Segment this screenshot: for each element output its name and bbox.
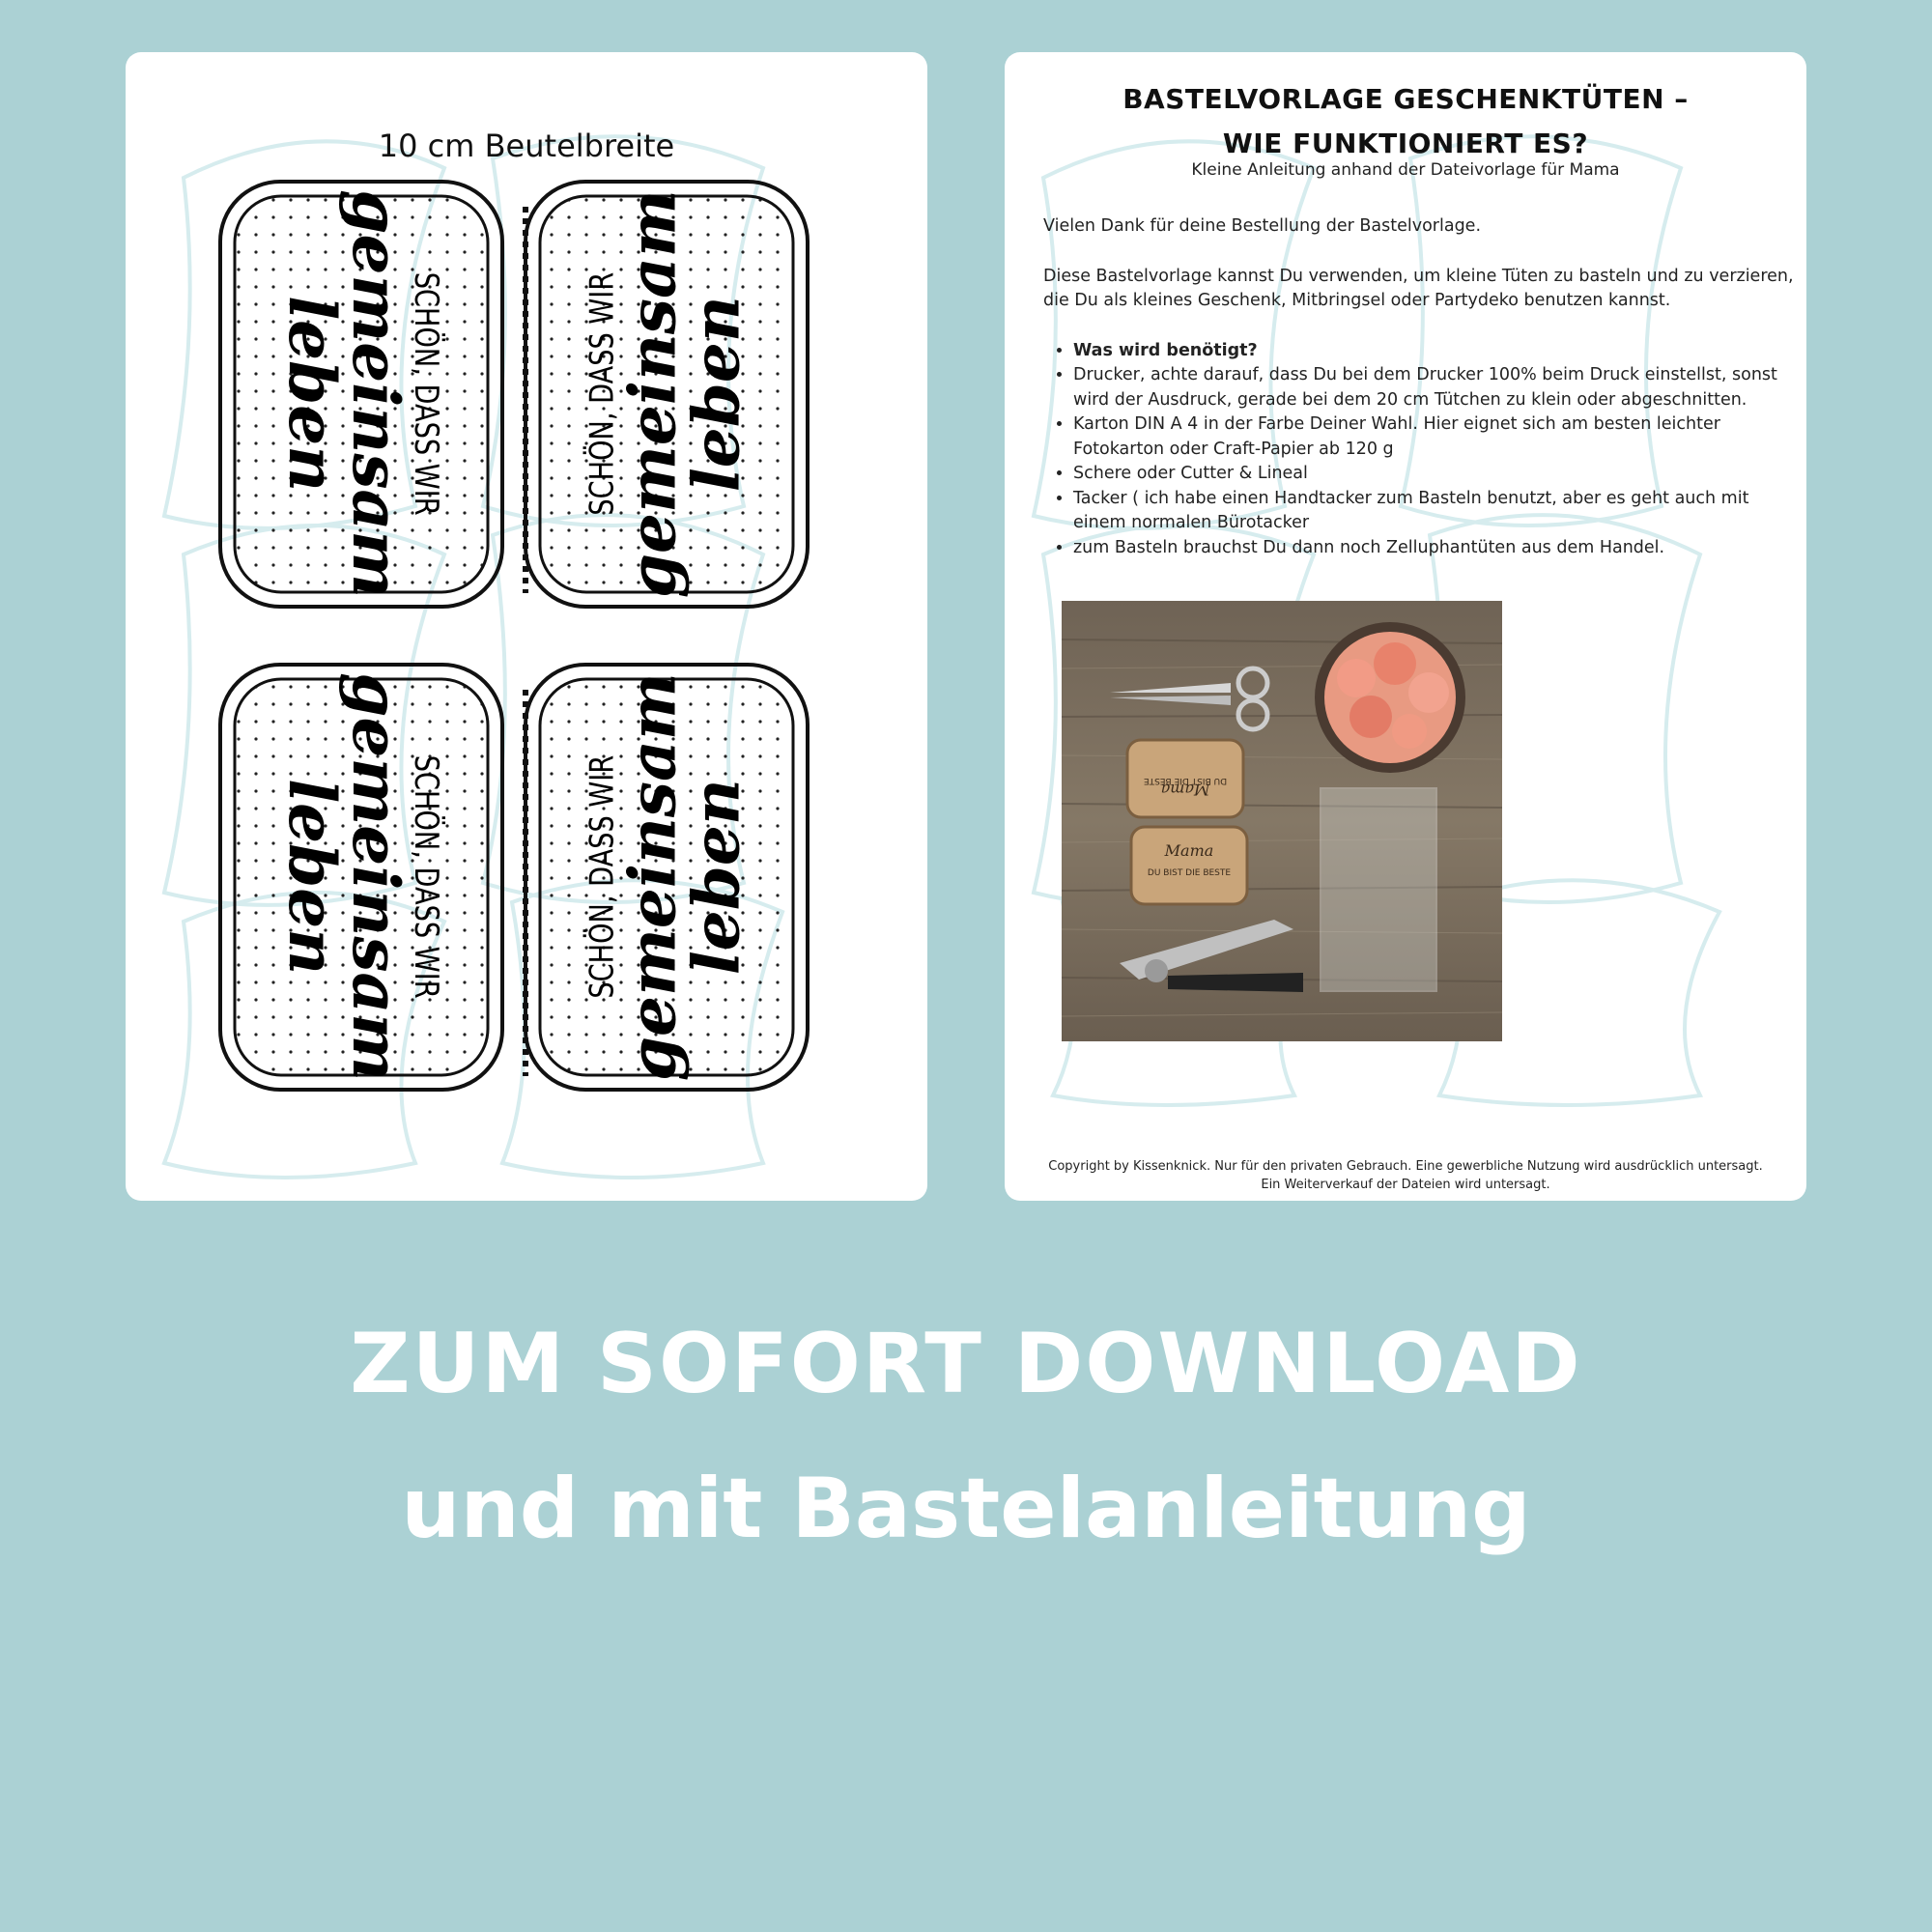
tag-text-top-right: SCHÖN, DASS WIR gemeinsam leben	[582, 189, 754, 599]
svg-text:DU BIST DIE BESTE: DU BIST DIE BESTE	[1147, 868, 1232, 878]
intro-paragraph: Diese Bastelvorlage kannst Du verwenden, um kleine Tüten zu basteln und zu verzieren, die Du als kleines Geschenk, Mitbringsel oder Partydeko benutzen kannst.	[1043, 266, 1794, 310]
list-item: • Tacker ( ich habe einen Handtacker zum Basteln benutzt, aber es geht auch mit einem normalen Bürotacker	[1073, 487, 1797, 536]
tag-text-bottom-right: SCHÖN, DASS WIR gemeinsam leben	[582, 672, 754, 1082]
tag-text-top-left: SCHÖN, DASS WIR gemeinsam leben	[273, 189, 445, 599]
copyright-footer: Copyright by Kissenknick. Nur für den privaten Gebrauch. Eine gewerbliche Nutzung wird ausdrücklich untersagt. Ein Weiterverkauf der Dateien wird untersagt.	[1048, 1159, 1763, 1192]
svg-text:Mama: Mama	[1164, 841, 1214, 860]
materials-photo	[1062, 601, 1502, 1041]
list-item: • zum Basteln brauchst Du dann noch Zelluphantüten aus dem Handel.	[1073, 536, 1797, 561]
cellophane-bag-icon	[1321, 788, 1436, 991]
svg-text:Mama: Mama	[1160, 781, 1210, 799]
tag-outlines	[126, 52, 927, 1201]
kraft-tag-bottom	[1131, 827, 1247, 904]
instructions-title: BASTELVORLAGE GESCHENKTÜTEN – WIE FUNKTIONIERT ES?	[1122, 83, 1689, 159]
instructions-body	[1043, 214, 1797, 560]
kraft-tag-top	[1127, 740, 1243, 817]
template-width-title: 10 cm Beutelbreite	[378, 128, 675, 164]
template-preview-card	[126, 52, 927, 1201]
list-item: • Drucker, achte darauf, dass Du bei dem Drucker 100% beim Druck einstellst, sonst wird der Ausdruck, gerade bei dem 20 cm Tütchen zu klein oder abgeschnitten.	[1073, 363, 1797, 412]
thanks-paragraph: Vielen Dank für deine Bestellung der Bastelvorlage.	[1043, 216, 1482, 236]
instructions-headline: und mit Bastelanleitung	[401, 1461, 1531, 1557]
tag-text-bottom-left: SCHÖN, DASS WIR gemeinsam leben	[273, 672, 445, 1082]
materials-list	[1043, 339, 1797, 561]
candy-bowl-icon	[1315, 622, 1465, 773]
instructions-card	[1005, 52, 1806, 1201]
instructions-subtitle: Kleine Anleitung anhand der Dateivorlage für Mama	[1191, 160, 1620, 180]
list-item: • Schere oder Cutter & Lineal	[1073, 462, 1797, 487]
list-item: • Karton DIN A 4 in der Farbe Deiner Wahl. Hier eignet sich am besten leichter Fotokarton oder Craft-Papier ab 120 g	[1073, 412, 1797, 462]
list-item: • Was wird benötigt?	[1073, 339, 1797, 364]
svg-text:DU BIST DIE BESTE: DU BIST DIE BESTE	[1143, 776, 1228, 785]
download-headline: ZUM SOFORT DOWNLOAD	[350, 1316, 1582, 1412]
